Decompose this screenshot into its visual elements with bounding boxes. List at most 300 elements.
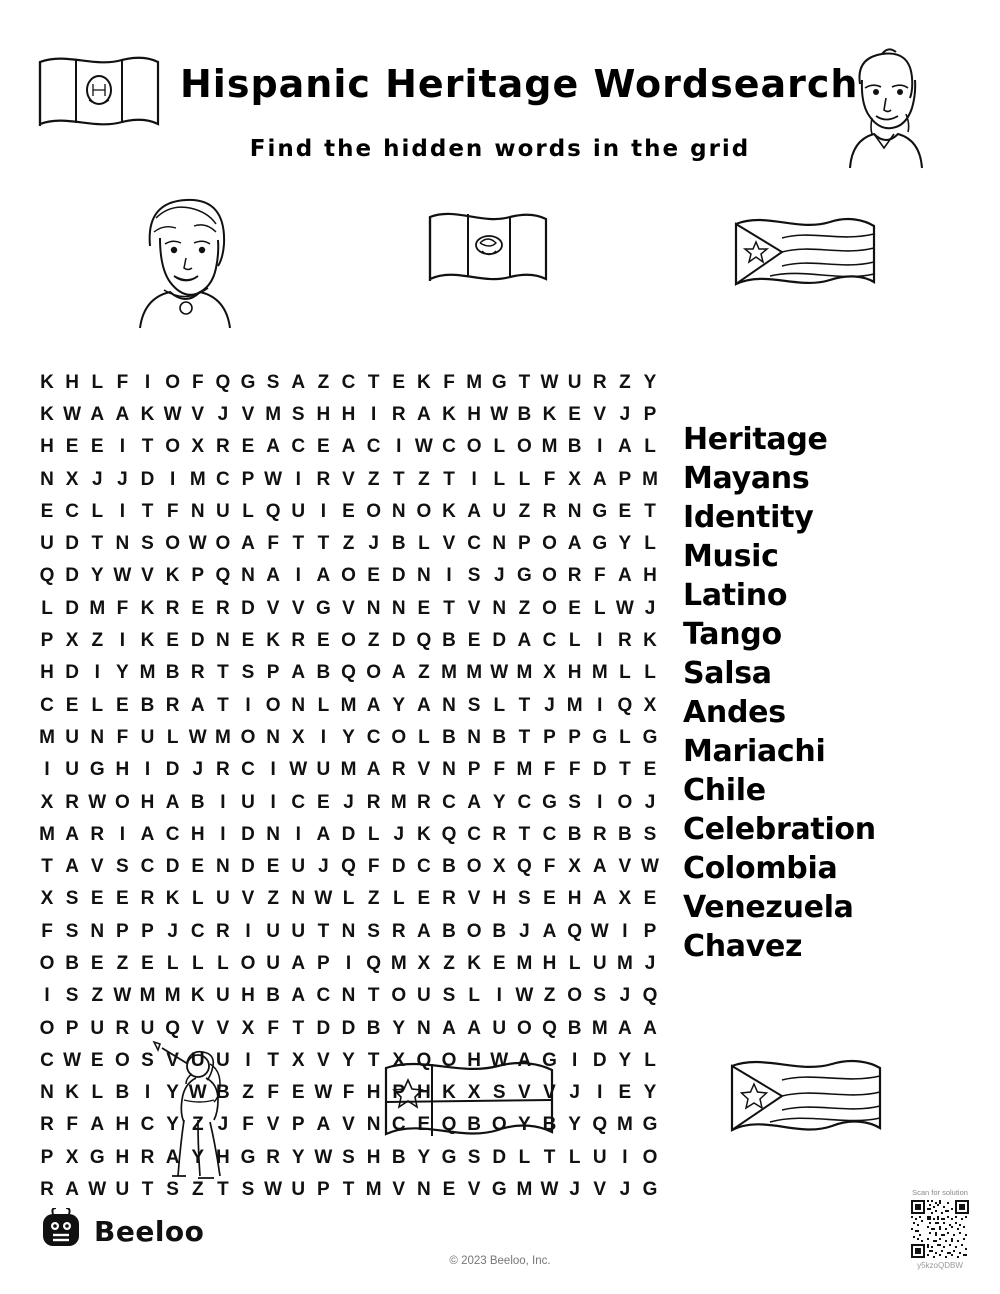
grid-cell[interactable]: K	[140, 630, 155, 652]
grid-cell[interactable]: W	[188, 1082, 207, 1104]
grid-cell[interactable]: S	[518, 888, 531, 910]
grid-cell[interactable]: O	[114, 791, 130, 813]
grid-cell[interactable]: L	[342, 888, 355, 910]
grid-cell[interactable]: H	[65, 371, 79, 393]
grid-cell[interactable]: F	[543, 468, 556, 490]
grid-cell[interactable]: G	[491, 1179, 507, 1201]
grid-cell[interactable]: I	[571, 1049, 578, 1071]
grid-cell[interactable]: L	[493, 468, 506, 490]
grid-cell[interactable]: A	[417, 694, 431, 716]
grid-cell[interactable]: Z	[116, 952, 129, 974]
grid-cell[interactable]: H	[492, 888, 507, 910]
grid-cell[interactable]: N	[216, 630, 230, 652]
grid-cell[interactable]: M	[466, 662, 483, 684]
grid-cell[interactable]: X	[618, 888, 632, 910]
grid-cell[interactable]: V	[216, 1017, 230, 1039]
grid-cell[interactable]: C	[467, 823, 481, 845]
grid-cell[interactable]: C	[366, 436, 381, 458]
grid-cell[interactable]: V	[191, 403, 205, 425]
grid-cell[interactable]: G	[642, 1114, 658, 1136]
grid-cell[interactable]: W	[490, 403, 509, 425]
grid-cell[interactable]: L	[91, 694, 104, 716]
grid-cell[interactable]: Y	[392, 694, 406, 716]
grid-cell[interactable]: B	[467, 1114, 481, 1136]
grid-cell[interactable]: B	[492, 726, 507, 748]
grid-cell[interactable]: M	[642, 468, 658, 490]
grid-cell[interactable]: O	[341, 565, 356, 587]
grid-cell[interactable]: T	[518, 371, 531, 393]
wordsearch-grid[interactable]	[36, 366, 661, 1206]
grid-cell[interactable]: A	[618, 436, 632, 458]
grid-cell[interactable]: U	[266, 952, 280, 974]
grid-cell[interactable]: K	[417, 371, 431, 393]
grid-cell[interactable]: I	[295, 823, 301, 845]
grid-cell[interactable]: J	[519, 920, 530, 942]
grid-cell[interactable]: D	[492, 1146, 507, 1168]
grid-cell[interactable]: Q	[416, 630, 432, 652]
grid-cell[interactable]: I	[270, 791, 276, 813]
grid-cell[interactable]: L	[493, 436, 506, 458]
grid-cell[interactable]: X	[643, 694, 657, 716]
grid-cell[interactable]: X	[65, 468, 79, 490]
grid-cell[interactable]: D	[241, 823, 255, 845]
grid-cell[interactable]: W	[515, 985, 534, 1007]
grid-cell[interactable]: K	[190, 985, 205, 1007]
grid-cell[interactable]: X	[191, 436, 205, 458]
grid-cell[interactable]: L	[493, 694, 506, 716]
grid-cell[interactable]: Z	[367, 468, 380, 490]
grid-cell[interactable]: J	[544, 694, 555, 716]
grid-cell[interactable]: S	[467, 1146, 481, 1168]
grid-cell[interactable]: V	[342, 597, 355, 619]
grid-cell[interactable]: X	[291, 1049, 305, 1071]
grid-cell[interactable]: M	[265, 403, 282, 425]
grid-cell[interactable]: A	[140, 823, 155, 845]
grid-cell[interactable]: A	[467, 500, 481, 522]
grid-cell[interactable]: P	[291, 1114, 305, 1136]
grid-cell[interactable]: Y	[568, 1114, 581, 1136]
grid-cell[interactable]: A	[241, 533, 255, 555]
grid-cell[interactable]: M	[516, 952, 533, 974]
grid-cell[interactable]: M	[139, 985, 156, 1007]
grid-cell[interactable]: T	[141, 436, 154, 458]
grid-cell[interactable]: F	[267, 1017, 279, 1039]
grid-cell[interactable]: O	[391, 985, 407, 1007]
grid-cell[interactable]: L	[568, 1146, 581, 1168]
grid-cell[interactable]: T	[443, 597, 455, 619]
grid-cell[interactable]: A	[316, 1114, 331, 1136]
grid-cell[interactable]: A	[517, 630, 532, 652]
grid-cell[interactable]: E	[266, 856, 280, 878]
grid-cell[interactable]: F	[191, 371, 204, 393]
grid-cell[interactable]: D	[391, 630, 406, 652]
grid-cell[interactable]: W	[88, 791, 107, 813]
grid-cell[interactable]: C	[291, 436, 306, 458]
grid-cell[interactable]: M	[340, 694, 357, 716]
grid-cell[interactable]: F	[41, 920, 53, 942]
grid-cell[interactable]: U	[492, 500, 507, 522]
grid-cell[interactable]: N	[391, 500, 406, 522]
grid-cell[interactable]: S	[65, 888, 79, 910]
grid-cell[interactable]: O	[542, 565, 557, 587]
grid-cell[interactable]: B	[391, 533, 406, 555]
grid-cell[interactable]: N	[90, 920, 105, 942]
grid-cell[interactable]: L	[217, 952, 229, 974]
grid-cell[interactable]: A	[291, 952, 306, 974]
grid-cell[interactable]: P	[643, 920, 657, 942]
grid-cell[interactable]: E	[191, 856, 205, 878]
grid-cell[interactable]: O	[240, 726, 256, 748]
grid-cell[interactable]: H	[40, 662, 54, 684]
grid-cell[interactable]: L	[418, 533, 430, 555]
grid-cell[interactable]: Y	[417, 1146, 431, 1168]
grid-cell[interactable]: F	[267, 533, 279, 555]
grid-cell[interactable]: L	[568, 630, 581, 652]
grid-cell[interactable]: V	[241, 888, 255, 910]
grid-cell[interactable]: Z	[367, 630, 380, 652]
grid-cell[interactable]: H	[366, 1146, 381, 1168]
grid-cell[interactable]: I	[94, 662, 100, 684]
grid-cell[interactable]: N	[391, 597, 406, 619]
grid-cell[interactable]: I	[245, 694, 251, 716]
grid-cell[interactable]: N	[442, 694, 456, 716]
grid-cell[interactable]: H	[567, 888, 582, 910]
grid-cell[interactable]: Y	[90, 565, 104, 587]
grid-cell[interactable]: Y	[342, 726, 355, 748]
grid-cell[interactable]: J	[569, 1082, 580, 1104]
grid-cell[interactable]: P	[116, 920, 129, 942]
grid-cell[interactable]: S	[266, 371, 280, 393]
grid-cell[interactable]: V	[291, 597, 305, 619]
grid-cell[interactable]: O	[240, 952, 256, 974]
grid-cell[interactable]: O	[341, 630, 356, 652]
grid-cell[interactable]: E	[65, 694, 79, 716]
grid-cell[interactable]: L	[242, 500, 254, 522]
grid-cell[interactable]: T	[367, 371, 380, 393]
grid-cell[interactable]: H	[341, 403, 356, 425]
grid-cell[interactable]: L	[619, 726, 631, 748]
grid-cell[interactable]: H	[115, 1114, 130, 1136]
grid-cell[interactable]: S	[442, 985, 456, 1007]
grid-cell[interactable]: A	[467, 791, 481, 813]
grid-cell[interactable]: H	[567, 662, 582, 684]
grid-cell[interactable]: X	[291, 726, 305, 748]
grid-cell[interactable]: D	[241, 597, 255, 619]
grid-cell[interactable]: Z	[619, 371, 631, 393]
grid-cell[interactable]: B	[442, 726, 456, 748]
grid-cell[interactable]: E	[116, 888, 129, 910]
grid-cell[interactable]: J	[644, 791, 656, 813]
grid-cell[interactable]: Z	[191, 1179, 204, 1201]
grid-cell[interactable]: A	[618, 1017, 632, 1039]
grid-cell[interactable]: W	[615, 597, 634, 619]
grid-cell[interactable]: G	[315, 597, 331, 619]
grid-cell[interactable]: M	[214, 726, 231, 748]
grid-cell[interactable]: Z	[418, 468, 430, 490]
grid-cell[interactable]: E	[317, 436, 330, 458]
grid-cell[interactable]: O	[466, 856, 482, 878]
grid-cell[interactable]: C	[316, 985, 331, 1007]
grid-cell[interactable]: K	[40, 371, 54, 393]
grid-cell[interactable]: V	[442, 533, 456, 555]
grid-cell[interactable]: V	[342, 1114, 355, 1136]
grid-cell[interactable]: G	[89, 759, 105, 781]
grid-cell[interactable]: B	[567, 436, 582, 458]
grid-cell[interactable]: O	[542, 597, 557, 619]
grid-cell[interactable]: S	[141, 1049, 154, 1071]
grid-cell[interactable]: J	[167, 920, 178, 942]
grid-cell[interactable]: N	[366, 1114, 381, 1136]
grid-cell[interactable]: C	[40, 1049, 54, 1071]
grid-cell[interactable]: J	[569, 1179, 580, 1201]
grid-cell[interactable]: Q	[592, 1114, 608, 1136]
grid-cell[interactable]: M	[566, 694, 583, 716]
grid-cell[interactable]: C	[467, 533, 481, 555]
grid-cell[interactable]: E	[241, 436, 255, 458]
grid-cell[interactable]: E	[90, 1049, 104, 1071]
grid-cell[interactable]: A	[90, 1114, 105, 1136]
grid-cell[interactable]: P	[518, 533, 531, 555]
grid-cell[interactable]: O	[165, 533, 181, 555]
grid-cell[interactable]: T	[267, 1049, 279, 1071]
grid-cell[interactable]: I	[144, 1082, 151, 1104]
grid-cell[interactable]: A	[592, 856, 607, 878]
grid-cell[interactable]: M	[616, 952, 633, 974]
grid-cell[interactable]: A	[417, 920, 431, 942]
grid-cell[interactable]: L	[392, 888, 405, 910]
grid-cell[interactable]: L	[91, 500, 104, 522]
grid-cell[interactable]: X	[65, 630, 79, 652]
grid-cell[interactable]: W	[540, 371, 559, 393]
grid-cell[interactable]: W	[264, 468, 283, 490]
grid-cell[interactable]: U	[65, 726, 79, 748]
grid-cell[interactable]: Q	[265, 500, 281, 522]
grid-cell[interactable]: E	[442, 1179, 456, 1201]
grid-cell[interactable]: T	[543, 1146, 556, 1168]
grid-cell[interactable]: S	[342, 1146, 355, 1168]
grid-cell[interactable]: Q	[215, 565, 231, 587]
grid-cell[interactable]: A	[567, 533, 582, 555]
grid-cell[interactable]: H	[542, 952, 557, 974]
grid-cell[interactable]: E	[317, 630, 330, 652]
grid-cell[interactable]: E	[417, 1114, 431, 1136]
grid-cell[interactable]: H	[115, 759, 130, 781]
grid-cell[interactable]: D	[316, 1017, 331, 1039]
grid-cell[interactable]: L	[166, 726, 179, 748]
grid-cell[interactable]: W	[63, 403, 82, 425]
grid-cell[interactable]: S	[241, 662, 255, 684]
grid-cell[interactable]: L	[568, 952, 581, 974]
grid-cell[interactable]: I	[320, 726, 327, 748]
grid-cell[interactable]: N	[417, 565, 431, 587]
grid-cell[interactable]: R	[65, 791, 79, 813]
grid-cell[interactable]: U	[592, 952, 607, 974]
grid-cell[interactable]: O	[491, 1114, 507, 1136]
grid-cell[interactable]: E	[417, 888, 431, 910]
grid-cell[interactable]: Q	[39, 565, 55, 587]
grid-cell[interactable]: V	[593, 403, 607, 425]
grid-cell[interactable]: N	[366, 597, 381, 619]
grid-cell[interactable]: P	[618, 468, 632, 490]
grid-cell[interactable]: E	[40, 500, 54, 522]
grid-cell[interactable]: H	[366, 1082, 381, 1104]
grid-cell[interactable]: A	[391, 662, 406, 684]
grid-cell[interactable]: T	[141, 1179, 154, 1201]
grid-cell[interactable]: L	[518, 1146, 531, 1168]
grid-cell[interactable]: Y	[492, 791, 506, 813]
grid-cell[interactable]: X	[543, 662, 556, 684]
grid-cell[interactable]: M	[591, 1017, 608, 1039]
grid-cell[interactable]: Z	[91, 630, 104, 652]
grid-cell[interactable]: N	[492, 533, 507, 555]
grid-cell[interactable]: J	[644, 952, 656, 974]
grid-cell[interactable]: H	[316, 403, 331, 425]
grid-cell[interactable]: I	[245, 1049, 251, 1071]
grid-cell[interactable]: L	[166, 952, 179, 974]
grid-cell[interactable]: E	[166, 630, 179, 652]
grid-cell[interactable]: R	[190, 662, 205, 684]
grid-cell[interactable]: A	[266, 565, 280, 587]
grid-cell[interactable]: Y	[342, 1049, 355, 1071]
grid-cell[interactable]: B	[442, 856, 456, 878]
grid-cell[interactable]: M	[516, 662, 533, 684]
grid-cell[interactable]: I	[370, 403, 377, 425]
grid-cell[interactable]: C	[442, 791, 456, 813]
grid-cell[interactable]: E	[392, 371, 406, 393]
grid-cell[interactable]: G	[592, 533, 608, 555]
grid-cell[interactable]: C	[140, 1114, 155, 1136]
grid-cell[interactable]: T	[91, 533, 104, 555]
grid-cell[interactable]: F	[66, 1114, 78, 1136]
grid-cell[interactable]: S	[593, 985, 607, 1007]
grid-cell[interactable]: R	[40, 1114, 54, 1136]
grid-cell[interactable]: A	[291, 371, 306, 393]
grid-cell[interactable]: I	[471, 468, 477, 490]
grid-cell[interactable]: Z	[543, 985, 556, 1007]
grid-cell[interactable]: G	[592, 726, 608, 748]
grid-cell[interactable]: V	[166, 1049, 179, 1071]
grid-cell[interactable]: T	[518, 694, 531, 716]
grid-cell[interactable]: B	[442, 920, 456, 942]
grid-cell[interactable]: I	[44, 759, 50, 781]
grid-cell[interactable]: N	[417, 1017, 431, 1039]
grid-cell[interactable]: I	[220, 791, 226, 813]
grid-cell[interactable]: W	[113, 985, 132, 1007]
grid-cell[interactable]: B	[190, 791, 205, 813]
grid-cell[interactable]: Y	[643, 371, 657, 393]
grid-cell[interactable]: R	[542, 500, 557, 522]
grid-cell[interactable]: O	[617, 791, 633, 813]
grid-cell[interactable]: Z	[518, 597, 531, 619]
grid-cell[interactable]: I	[295, 565, 301, 587]
grid-cell[interactable]: A	[190, 694, 205, 716]
grid-cell[interactable]: F	[367, 856, 380, 878]
grid-cell[interactable]: A	[65, 856, 79, 878]
grid-cell[interactable]: Z	[267, 888, 279, 910]
grid-cell[interactable]: O	[114, 1049, 130, 1071]
grid-cell[interactable]: L	[619, 662, 631, 684]
grid-cell[interactable]: O	[516, 1017, 532, 1039]
grid-cell[interactable]: X	[241, 1017, 255, 1039]
grid-cell[interactable]: V	[241, 403, 255, 425]
grid-cell[interactable]: A	[266, 436, 280, 458]
grid-cell[interactable]: J	[318, 856, 329, 878]
grid-cell[interactable]: A	[291, 662, 306, 684]
grid-cell[interactable]: W	[414, 436, 433, 458]
grid-cell[interactable]: R	[216, 436, 230, 458]
grid-cell[interactable]: U	[216, 500, 230, 522]
grid-cell[interactable]: A	[542, 920, 557, 942]
grid-cell[interactable]: F	[593, 565, 606, 587]
grid-cell[interactable]: J	[217, 403, 229, 425]
grid-cell[interactable]: T	[217, 662, 229, 684]
grid-cell[interactable]: U	[291, 1179, 306, 1201]
grid-cell[interactable]: V	[618, 856, 632, 878]
grid-cell[interactable]: A	[165, 1146, 180, 1168]
grid-cell[interactable]: K	[442, 500, 456, 522]
grid-cell[interactable]: H	[241, 985, 255, 1007]
grid-cell[interactable]: H	[643, 565, 657, 587]
grid-cell[interactable]: Y	[291, 1146, 305, 1168]
grid-cell[interactable]: F	[543, 759, 556, 781]
grid-cell[interactable]: M	[441, 662, 457, 684]
grid-cell[interactable]: A	[341, 436, 356, 458]
grid-cell[interactable]: T	[619, 759, 631, 781]
grid-cell[interactable]: I	[345, 952, 352, 974]
grid-cell[interactable]: K	[266, 630, 280, 652]
grid-cell[interactable]: P	[643, 403, 657, 425]
grid-cell[interactable]: D	[140, 468, 155, 490]
grid-cell[interactable]: V	[593, 1179, 607, 1201]
grid-cell[interactable]: Z	[342, 533, 355, 555]
grid-cell[interactable]: U	[417, 985, 431, 1007]
grid-cell[interactable]: X	[40, 888, 54, 910]
grid-cell[interactable]: Y	[392, 1017, 406, 1039]
grid-cell[interactable]: U	[241, 791, 255, 813]
grid-cell[interactable]: E	[643, 759, 657, 781]
grid-cell[interactable]: O	[466, 436, 482, 458]
grid-cell[interactable]: J	[619, 1179, 631, 1201]
grid-cell[interactable]: Q	[567, 920, 583, 942]
grid-cell[interactable]: F	[267, 1082, 279, 1104]
grid-cell[interactable]: B	[165, 662, 180, 684]
grid-cell[interactable]: U	[492, 1017, 507, 1039]
grid-cell[interactable]: F	[116, 726, 129, 748]
grid-cell[interactable]: N	[216, 856, 230, 878]
grid-cell[interactable]: P	[266, 662, 280, 684]
grid-cell[interactable]: V	[518, 1082, 531, 1104]
grid-cell[interactable]: Z	[317, 371, 330, 393]
grid-cell[interactable]: S	[492, 1082, 506, 1104]
grid-cell[interactable]: T	[317, 533, 330, 555]
grid-cell[interactable]: Z	[242, 1082, 254, 1104]
grid-cell[interactable]: R	[417, 791, 431, 813]
grid-cell[interactable]: R	[40, 1179, 54, 1201]
grid-cell[interactable]: C	[291, 791, 306, 813]
grid-cell[interactable]: L	[91, 371, 104, 393]
grid-cell[interactable]: S	[367, 920, 380, 942]
grid-cell[interactable]: C	[40, 694, 54, 716]
grid-cell[interactable]: G	[542, 1049, 557, 1071]
grid-cell[interactable]: R	[391, 403, 406, 425]
grid-cell[interactable]: I	[119, 436, 126, 458]
grid-cell[interactable]: A	[65, 1179, 79, 1201]
grid-cell[interactable]: C	[341, 371, 356, 393]
grid-cell[interactable]: E	[417, 597, 431, 619]
grid-cell[interactable]: U	[140, 1017, 155, 1039]
grid-cell[interactable]: V	[141, 565, 154, 587]
grid-cell[interactable]: A	[467, 1017, 481, 1039]
